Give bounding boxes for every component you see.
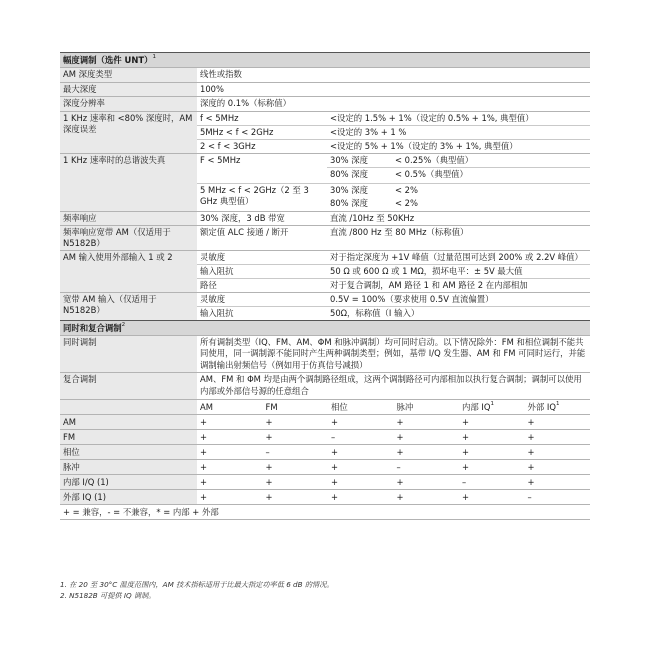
matrix-row (60, 459, 590, 474)
row-freq-response (60, 211, 590, 225)
matrix-cell: + (265, 432, 273, 442)
row-composite (60, 372, 590, 399)
row-label: 频率响应宽带 AM（仅适用于 N5182B） (60, 226, 197, 250)
matrix-cell: + (462, 492, 470, 502)
value-cell: 对于指定深度为 +1V 峰值（过量范围可达到 200% 或 2.2V 峰值） (330, 251, 583, 262)
value-cell: < 0.25%（典型值） (395, 154, 474, 165)
value-cell: 50 Ω 或 600 Ω 或 1 MΩ，损坏电平：± 5V 最大值 (330, 265, 523, 276)
matrix-col-header: 相位 (331, 402, 348, 412)
matrix-row (60, 474, 590, 489)
col-header-text: 内部 IQ (462, 402, 491, 412)
matrix-cell: + (265, 492, 273, 502)
row-value: 所有调制类型（IQ、FM、AM、ΦM 和脉冲调制）均可同时启动。以下情况除外：FM 和相位调制不能共同使用，同一调制源不能同时产生两种调制类型；例如，基带 I/Q 发生器、AM 和 FM 可同时运行，并能调制输出射频信号（例如用于仿真信号减损） (200, 336, 586, 370)
matrix-cell: + (200, 492, 208, 502)
value-cell: 0.5V = 100%（要求使用 0.5V 直流偏置） (330, 293, 494, 304)
matrix-cell: – (462, 477, 467, 487)
matrix-row (60, 429, 590, 444)
param-cell: 灵敏度 (200, 251, 226, 262)
matrix-cell: + (527, 477, 535, 487)
range-cell: f < 5MHz (200, 112, 239, 123)
range-cell: 2 < f < 3GHz (200, 140, 256, 151)
matrix-row-label: AM (60, 415, 197, 429)
matrix-row-label: 相位 (60, 445, 197, 459)
matrix-cell: + (396, 477, 404, 487)
section-title: 同时和复合调制 (63, 322, 122, 333)
matrix-cell: + (331, 492, 339, 502)
row-max-depth (60, 82, 590, 97)
value-cell: 对于复合调制，AM 路径 1 和 AM 路径 2 在内部相加 (330, 279, 528, 290)
matrix-row-label: FM (60, 430, 197, 444)
matrix-cell: + (396, 447, 404, 457)
depth-cell: 80% 深度 (330, 168, 369, 179)
spec-table (60, 52, 590, 520)
row-am-depth-type (60, 67, 590, 82)
depth-cell: 30% 深度 (330, 184, 369, 195)
matrix-cell: + (527, 432, 535, 442)
footnote-2: 2. N5182B 可提供 IQ 调制。 (60, 591, 156, 600)
footnote-ref: 1 (152, 54, 156, 60)
value-cell: <设定的 5% + 1%（设定的 3% + 1%, 典型值） (330, 140, 518, 151)
matrix-cell: + (200, 477, 208, 487)
row-value: 深度的 0.1%（标称值） (200, 98, 291, 108)
section-header-am (60, 52, 590, 67)
row-external-input (60, 250, 590, 292)
row-wideband-freq-response (60, 225, 590, 250)
section-header-simultaneous (60, 320, 590, 335)
footnote-ref: 1 (490, 401, 494, 407)
matrix-cell: + (200, 447, 208, 457)
condition-cell: 30% 深度，3 dB 带宽 (200, 212, 285, 223)
footnote-ref: 1 (555, 401, 560, 407)
row-value: 线性或指数 (200, 69, 242, 79)
row-label: AM 输入使用外部输入 1 或 2 (60, 251, 197, 292)
matrix-header (60, 399, 590, 414)
matrix-cell: – (265, 447, 270, 457)
matrix-col-header: AM (200, 402, 213, 412)
matrix-cell: + (527, 417, 535, 427)
value-cell: <设定的 3% + 1 % (330, 126, 407, 137)
matrix-col-header: FM (265, 402, 278, 412)
value-cell: < 2% (395, 184, 418, 195)
row-label: 1 KHz 速率和 <80% 深度时，AM 深度误差 (60, 112, 197, 153)
value-cell: 50Ω，标称值（I 输入） (330, 307, 420, 318)
matrix-cell: + (331, 447, 339, 457)
matrix-col-header (459, 400, 525, 414)
value-cell: 直流 /800 Hz 至 80 MHz（标称值） (330, 226, 469, 237)
row-depth-error (60, 111, 590, 153)
matrix-cell: + (331, 462, 339, 472)
footnote-1: 1. 在 20 至 30°C 温度范围内，AM 技术指标适用于比最大指定功率低 6 dB 的情况。 (60, 580, 334, 589)
row-label: 深度分辨率 (60, 97, 197, 111)
row-label: 复合调制 (60, 373, 197, 399)
value-cell: < 2% (395, 197, 418, 208)
param-cell: 灵敏度 (200, 293, 226, 304)
row-depth-resolution (60, 96, 590, 111)
row-label: 频率响应 (60, 212, 197, 225)
matrix-cell: – (396, 462, 401, 472)
matrix-cell: + (462, 462, 470, 472)
matrix-cell: + (200, 432, 208, 442)
range-cell: 5MHz < f < 2GHz (200, 126, 274, 137)
matrix-cell: + (462, 417, 470, 427)
matrix-cell: + (331, 477, 339, 487)
matrix-col-header: 脉冲 (396, 402, 414, 412)
range-cell: F < 5MHz (200, 154, 241, 165)
param-cell: 输入阻抗 (200, 265, 234, 276)
matrix-row (60, 444, 590, 459)
row-label: 宽带 AM 输入（仅适用于 N5182B） (60, 293, 197, 320)
value-cell: <设定的 1.5% + 1%（设定的 0.5% + 1%, 典型值） (330, 112, 534, 123)
matrix-cell: + (265, 417, 273, 427)
footnote-ref: 2 (121, 321, 126, 328)
matrix-cell: – (331, 432, 336, 442)
matrix-cell: + (265, 477, 273, 487)
row-label: 同时调制 (60, 336, 197, 373)
col-header-text: 外部 IQ (527, 402, 556, 412)
depth-cell: 80% 深度 (330, 197, 369, 208)
matrix-cell: + (200, 462, 208, 472)
matrix-col-header (525, 400, 591, 414)
matrix-row-label: 外部 IQ (1) (60, 490, 197, 504)
depth-cell: 30% 深度 (330, 154, 369, 165)
row-label: 最大深度 (60, 83, 197, 97)
matrix-row-label: 脉冲 (60, 460, 197, 474)
row-wideband-input (60, 292, 590, 320)
row-label: AM 深度类型 (60, 68, 197, 82)
condition-cell: 额定值 ALC 接通 / 断开 (200, 226, 289, 237)
matrix-cell: + (527, 447, 535, 457)
row-label: 1 KHz 速率时的总谐波失真 (60, 154, 197, 211)
row-simultaneous (60, 335, 590, 373)
matrix-row (60, 489, 590, 504)
matrix-corner (60, 400, 197, 414)
row-value: AM、FM 和 ΦM 均是由两个调制路径组成，这两个调制路径可内部相加以执行复合调制；调制可以使用内部或外部信号源的任意组合 (200, 374, 582, 396)
row-value: 100% (200, 83, 224, 94)
matrix-cell: + (462, 432, 470, 442)
param-cell: 输入阻抗 (200, 307, 234, 318)
range-cell: 5 MHz < f < 2GHz（2 至 3 GHz 典型值） (200, 184, 309, 206)
param-cell: 路径 (200, 279, 217, 290)
matrix-cell: + (396, 432, 404, 442)
row-thd (60, 153, 590, 211)
matrix-cell: + (396, 492, 404, 502)
matrix-cell: + (265, 462, 273, 472)
matrix-cell: + (396, 417, 404, 427)
matrix-row-label: 内部 I/Q (1) (60, 475, 197, 489)
matrix-body (60, 414, 590, 504)
matrix-cell: – (527, 492, 532, 502)
matrix-cell: + (331, 417, 339, 427)
matrix-cell: + (462, 447, 470, 457)
matrix-row (60, 414, 590, 429)
legend: + = 兼容，- = 不兼容，* = 内部 + 外部 (60, 504, 590, 520)
matrix-cell: + (527, 462, 535, 472)
section-title: 幅度调制（选件 UNT） (63, 55, 153, 65)
value-cell: < 0.5%（典型值） (395, 168, 468, 179)
value-cell: 直流 /10Hz 至 50KHz (330, 212, 415, 223)
matrix-cell: + (200, 417, 208, 427)
